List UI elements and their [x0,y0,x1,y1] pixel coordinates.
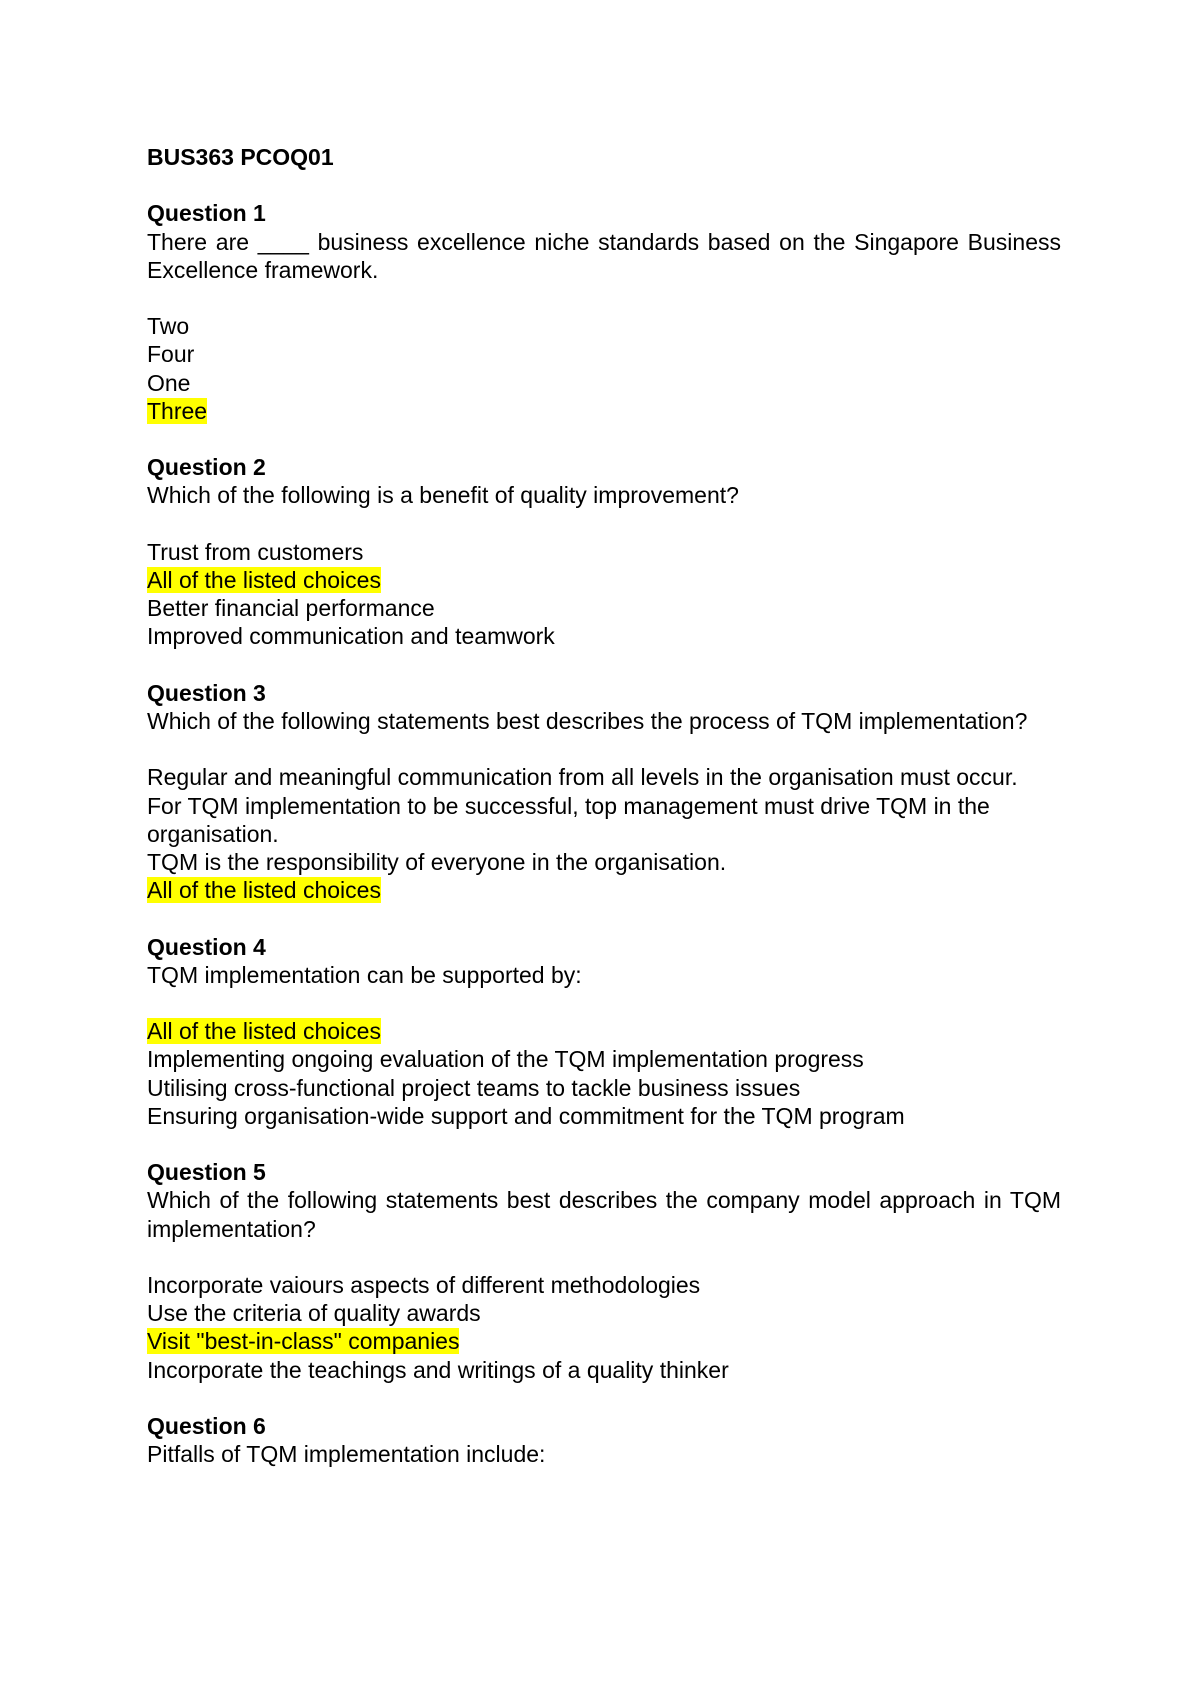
answer-option-label: Three [147,397,208,424]
question-block [147,1158,1061,1384]
answer-options [147,538,1061,651]
question-block [147,199,1061,425]
answer-option-label: Trust from customers [147,538,364,565]
answer-option-highlighted [147,566,1061,594]
answer-option-label: Improved communication and teamwork [147,623,555,650]
answer-option-highlighted [147,876,1061,904]
question-heading: Question 5 [147,1159,266,1186]
answer-option [147,340,1061,368]
answer-option-highlighted [147,1327,1061,1355]
question-heading: Question 2 [147,454,266,481]
answer-option-highlighted [147,1017,1061,1045]
answer-option-label: Incorporate vaiours aspects of different methodologies [147,1271,701,1298]
answer-option [147,1271,1061,1299]
question-text: Which of the following statements best describes the process of TQM implementation? [147,707,1028,734]
answer-option-label: One [147,369,191,396]
question-heading: Question 6 [147,1412,266,1439]
answer-option-label: Incorporate the teachings and writings of a quality thinker [147,1356,729,1383]
answer-option [147,622,1061,650]
answer-option [147,1074,1061,1102]
answer-option-label: Better financial performance [147,595,435,622]
answer-option-label: Regular and meaningful communication from all levels in the organisation must occur. [147,764,1018,791]
answer-option-label: TQM is the responsibility of everyone in the organisation. [147,848,727,875]
answer-option [147,1356,1061,1384]
answer-option-label: Ensuring organisation-wide support and commitment for the TQM program [147,1102,905,1129]
question-list [147,199,1061,1468]
question-text: Which of the following statements best describes the company model approach in TQM implementation? [147,1187,1061,1242]
answer-option [147,1045,1061,1073]
answer-option-label: Visit "best-in-class" companies [147,1328,460,1355]
question-text: TQM implementation can be supported by: [147,961,582,988]
answer-option [147,594,1061,622]
answer-option-label: All of the listed choices [147,877,381,904]
answer-option [147,312,1061,340]
answer-option-label: For TQM implementation to be successful, top management must drive TQM in the organisation. [147,792,990,847]
answer-option [147,763,1061,791]
answer-option-label: Two [147,313,190,340]
question-text: Pitfalls of TQM implementation include: [147,1441,546,1468]
answer-options [147,1017,1061,1130]
answer-option-label: All of the listed choices [147,566,381,593]
question-block [147,933,1061,1130]
answer-option [147,538,1061,566]
question-block [147,679,1061,905]
answer-option-highlighted [147,397,1061,425]
question-heading: Question 4 [147,933,266,960]
question-heading: Question 1 [147,200,266,227]
answer-option-label: Use the criteria of quality awards [147,1300,481,1327]
question-block [147,453,1061,650]
document-title: BUS363 PCOQ01 [147,144,334,170]
document-page [147,143,1061,1497]
answer-option-label: Utilising cross-functional project teams to tackle business issues [147,1074,801,1101]
answer-option-label: Four [147,341,195,368]
answer-options [147,312,1061,425]
answer-option [147,848,1061,876]
answer-option [147,369,1061,397]
answer-option-label: All of the listed choices [147,1018,381,1045]
question-block [147,1412,1061,1468]
answer-option [147,1102,1061,1130]
answer-options [147,763,1061,904]
question-text: Which of the following is a benefit of quality improvement? [147,482,739,509]
answer-option [147,1299,1061,1327]
question-text: There are ____ business excellence niche standards based on the Singapore Business Excellence framework. [147,228,1061,283]
answer-option-label: Implementing ongoing evaluation of the TQM implementation progress [147,1046,864,1073]
question-heading: Question 3 [147,679,266,706]
answer-option [147,792,1061,848]
answer-options [147,1271,1061,1384]
